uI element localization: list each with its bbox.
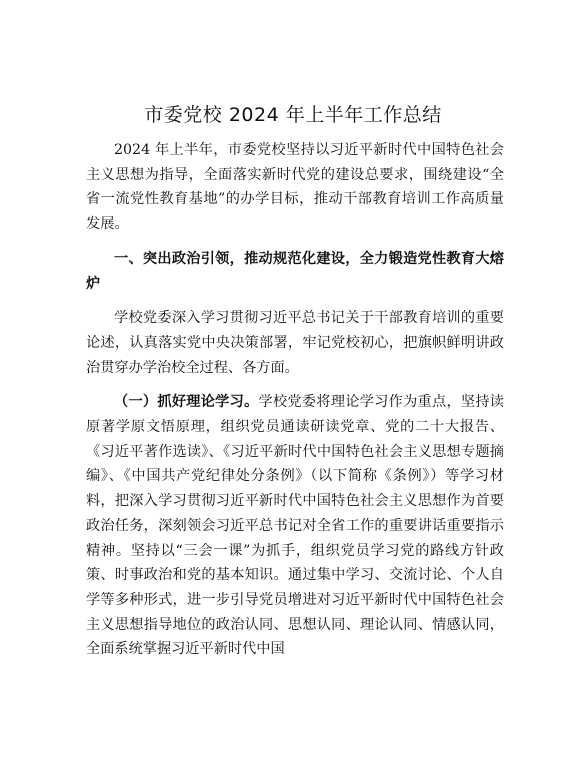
document-body [86, 138, 504, 662]
section-heading: 一、突出政治引领，推动规范化建设，全力锻造党性教育大熔炉 [86, 250, 504, 292]
section-body-paragraph: 学校党委深入学习贯彻习近平总书记关于干部教育培训的重要论述，认真落实党中央决策部署，牢记党校初心，把旗帜鲜明讲政治贯穿办学治校全过程、各方面。 [86, 310, 504, 376]
subsection-lead: （一）抓好理论学习。 [114, 394, 259, 411]
document-title: 市委党校 2024 年上半年工作总结 [144, 104, 442, 126]
intro-paragraph: 2024 年上半年，市委党校坚持以习近平新时代中国特色社会主义思想为指导，全面落实新时代党的建设总要求，围绕建设“全省一流党性教育基地”的办学目标，推动干部教育培训工作高质量发展。 [86, 142, 504, 233]
subsection-paragraph [86, 390, 504, 662]
subsection-body: 学校党委将理论学习作为重点，坚持读原著学原文悟原理，组织党员通读研读党章、党的二十大报告、《习近平著作选读》、《习近平新时代中国特色社会主义思想专题摘编》、《中国共产党纪律处分条例》（以下简称《条例》）等学习材料，把深入学习贯彻习近平新时代中国特色社会主义思想作为首要政治任务，深刻领会习近平总书记对全省工作的重要讲话重要指示精神。坚持以“三会一课”为抓手，组织党员学习党的路线方针政策、时事政治和党的基本知识。通过集中学习、交流讨论、个人自学等多种形式，进一步引导党员增进对习近平新时代中国特色社会主义思想指导地位的政治认同、思想认同、理论认同、情感认同，全面系统掌握习近平新时代中国 [86, 394, 504, 658]
